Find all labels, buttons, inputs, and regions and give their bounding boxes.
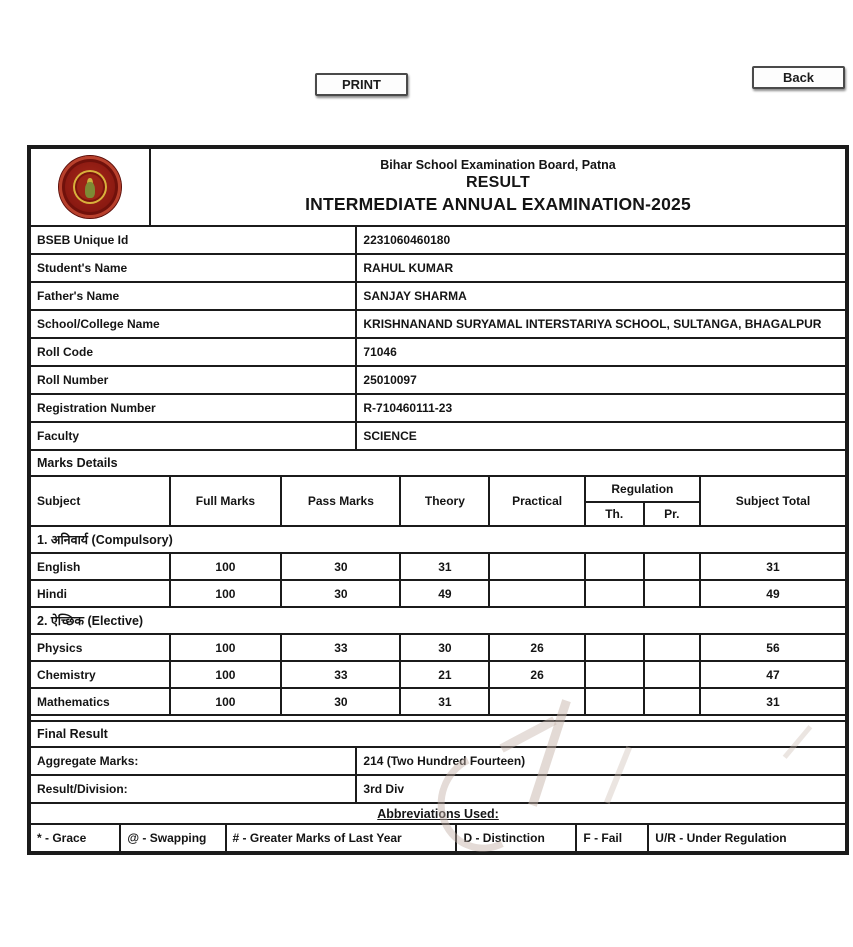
detail-row (30, 338, 846, 366)
regulation-pr (644, 553, 700, 580)
result-title: RESULT (465, 174, 530, 191)
student-details-body (30, 226, 846, 450)
detail-label: Roll Number (30, 366, 356, 394)
header-titles (150, 148, 846, 226)
result-sheet (27, 145, 849, 855)
bseb-seal-logo (59, 156, 121, 218)
pass-marks: 30 (281, 580, 400, 607)
detail-row (30, 226, 846, 254)
subject-name: English (30, 553, 170, 580)
theory-marks: 30 (400, 634, 489, 661)
detail-value: SCIENCE (356, 422, 846, 450)
abbreviations-table (29, 823, 847, 853)
full-marks: 100 (170, 661, 282, 688)
back-button[interactable]: Back (752, 66, 845, 89)
col-theory: Theory (400, 476, 489, 526)
exam-title: INTERMEDIATE ANNUAL EXAMINATION-2025 (305, 194, 691, 214)
marks-details-title: Marks Details (30, 450, 846, 476)
abbreviation-item: * - Grace (30, 824, 120, 852)
col-subject: Subject (30, 476, 170, 526)
detail-label: Registration Number (30, 394, 356, 422)
full-marks: 100 (170, 553, 282, 580)
abbreviation-item: # - Greater Marks of Last Year (226, 824, 457, 852)
detail-value: SANJAY SHARMA (356, 282, 846, 310)
col-practical: Practical (489, 476, 584, 526)
final-result-label: Result/Division: (30, 775, 356, 803)
logo-cell (30, 148, 150, 226)
detail-row (30, 310, 846, 338)
marks-row (30, 580, 846, 607)
practical-marks (489, 553, 584, 580)
col-regulation-th: Th. (585, 502, 644, 526)
subject-name: Mathematics (30, 688, 170, 715)
final-result-value: 214 (Two Hundred Fourteen) (356, 747, 846, 775)
final-result-table (29, 746, 847, 804)
practical-marks (489, 580, 584, 607)
subject-total: 47 (700, 661, 846, 688)
marks-table (29, 475, 847, 722)
detail-row (30, 422, 846, 450)
col-subject-total: Subject Total (700, 476, 846, 526)
subject-total: 56 (700, 634, 846, 661)
col-regulation: Regulation (585, 476, 700, 502)
detail-row (30, 366, 846, 394)
detail-row (30, 282, 846, 310)
col-full-marks: Full Marks (170, 476, 282, 526)
board-name: Bihar School Examination Board, Patna (380, 158, 616, 172)
abbreviation-item: F - Fail (576, 824, 648, 852)
marks-details-section (29, 449, 847, 477)
header-table (29, 147, 847, 227)
subject-name: Hindi (30, 580, 170, 607)
pass-marks: 30 (281, 688, 400, 715)
detail-label: Faculty (30, 422, 356, 450)
marks-table-body (30, 526, 846, 721)
practical-marks: 26 (489, 634, 584, 661)
final-result-body (30, 747, 846, 803)
full-marks: 100 (170, 634, 282, 661)
full-marks: 100 (170, 580, 282, 607)
detail-label: Father's Name (30, 282, 356, 310)
detail-label: BSEB Unique Id (30, 226, 356, 254)
pass-marks: 33 (281, 661, 400, 688)
col-regulation-pr: Pr. (644, 502, 700, 526)
student-details-table (29, 225, 847, 451)
final-result-row (30, 775, 846, 803)
detail-row (30, 394, 846, 422)
abbreviation-item: U/R - Under Regulation (648, 824, 846, 852)
theory-marks: 31 (400, 553, 489, 580)
subject-total: 31 (700, 688, 846, 715)
detail-value: R-710460111-23 (356, 394, 846, 422)
col-pass-marks: Pass Marks (281, 476, 400, 526)
regulation-pr (644, 634, 700, 661)
abbreviation-item: D - Distinction (456, 824, 576, 852)
detail-row (30, 254, 846, 282)
marks-row (30, 553, 846, 580)
marks-group-row (30, 526, 846, 553)
detail-label: Roll Code (30, 338, 356, 366)
seal-figure-icon (85, 182, 95, 198)
practical-marks (489, 688, 584, 715)
final-result-value: 3rd Div (356, 775, 846, 803)
marks-group-row (30, 607, 846, 634)
subject-total: 49 (700, 580, 846, 607)
pass-marks: 30 (281, 553, 400, 580)
detail-value: 2231060460180 (356, 226, 846, 254)
abbreviations-title-table (29, 802, 847, 825)
seal-inner-ring (73, 170, 107, 204)
detail-value: 25010097 (356, 366, 846, 394)
detail-value: KRISHNANAND SURYAMAL INTERSTARIYA SCHOOL, SULTANGA, BHAGALPUR (356, 310, 846, 338)
abbreviations-row (30, 824, 846, 852)
marks-row (30, 661, 846, 688)
regulation-th (585, 661, 644, 688)
marks-row (30, 634, 846, 661)
regulation-pr (644, 688, 700, 715)
final-result-label: Aggregate Marks: (30, 747, 356, 775)
regulation-th (585, 688, 644, 715)
print-button[interactable]: PRINT (315, 73, 408, 96)
subject-name: Physics (30, 634, 170, 661)
theory-marks: 21 (400, 661, 489, 688)
theory-marks: 31 (400, 688, 489, 715)
detail-label: Student's Name (30, 254, 356, 282)
final-result-section (29, 720, 847, 748)
pass-marks: 33 (281, 634, 400, 661)
final-result-row (30, 747, 846, 775)
detail-label: School/College Name (30, 310, 356, 338)
subject-total: 31 (700, 553, 846, 580)
final-result-title: Final Result (30, 721, 846, 747)
theory-marks: 49 (400, 580, 489, 607)
regulation-pr (644, 661, 700, 688)
marks-group-title: 1. अनिवार्य (Compulsory) (30, 526, 846, 553)
full-marks: 100 (170, 688, 282, 715)
abbreviations-title: Abbreviations Used: (30, 803, 846, 824)
regulation-th (585, 634, 644, 661)
marks-row (30, 688, 846, 715)
detail-value: 71046 (356, 338, 846, 366)
regulation-pr (644, 580, 700, 607)
subject-name: Chemistry (30, 661, 170, 688)
detail-value: RAHUL KUMAR (356, 254, 846, 282)
abbreviation-item: @ - Swapping (120, 824, 225, 852)
regulation-th (585, 553, 644, 580)
regulation-th (585, 580, 644, 607)
practical-marks: 26 (489, 661, 584, 688)
marks-group-title: 2. ऐच्छिक (Elective) (30, 607, 846, 634)
